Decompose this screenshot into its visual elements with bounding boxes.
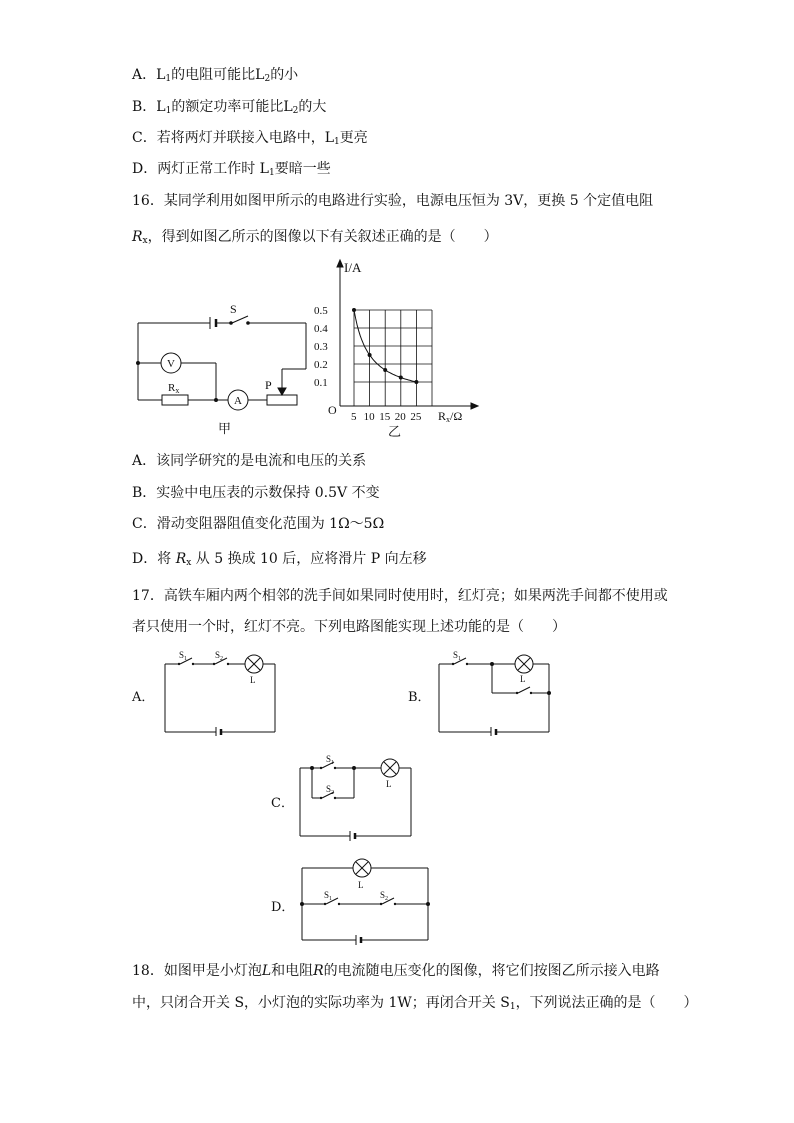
- q15-option-a: A．$L_1$的电阻可能比$L_2$的小: [132, 67, 299, 84]
- svg-text:L: L: [386, 779, 392, 789]
- q18-stem-line2: 中，只闭合开关 S，小灯泡的实际功率为 1W；再闭合开关 $S_1$，下列说法正确的是（ ）: [132, 995, 698, 1012]
- q15-option-b: B．$L_1$的额定功率可能比$L_2$的大: [132, 99, 327, 116]
- q17-label-b: B．: [408, 690, 431, 705]
- q17-circuit-d: [296, 852, 436, 947]
- q17-circuit-b: [434, 648, 554, 736]
- q16-option-c: C．滑动变阻器阻值变化范围为 1Ω～5Ω: [132, 516, 385, 532]
- svg-text:S1: $S_1$: [324, 890, 333, 902]
- q16-option-b: B．实验中电压表的示数保持 0.5V 不变: [132, 485, 380, 501]
- data-point: [399, 376, 403, 380]
- svg-text:S1: $S_1$: [179, 650, 188, 662]
- q16-current-resistance-graph: [310, 256, 490, 446]
- x-tick-label: 20: [394, 411, 406, 423]
- svg-text:L: L: [358, 880, 364, 890]
- origin-label: O: [328, 403, 337, 417]
- y-tick-label: 0.3: [314, 341, 328, 353]
- q17-circuit-a: [160, 648, 280, 736]
- q16-stem-line1: 16．某同学利用如图甲所示的电路进行实验，电源电压恒为 3V，更换 5 个定值电阻: [132, 193, 654, 209]
- q17-circuit-c: [296, 752, 416, 842]
- voltmeter-label: V: [167, 358, 175, 370]
- q17-stem-line1: 17．高铁车厢内两个相邻的洗手间如果同时使用时，红灯亮；如果两洗手间都不使用或: [132, 588, 668, 604]
- y-axis-label: I/A: [344, 260, 362, 275]
- data-point: [383, 368, 387, 372]
- svg-text:S2: $S_2$: [380, 890, 389, 902]
- svg-text:S2: $S_2$: [326, 784, 335, 796]
- resistor-label: Rx: [168, 382, 180, 395]
- q17-stem-line2: 者只使用一个时，红灯不亮。下列电路图能实现上述功能的是（ ）: [132, 619, 566, 635]
- x-axis-label: Rx/Ω: [438, 409, 463, 424]
- q16-option-d: D．将 $R_x$ 从 5 换成 10 后，应将滑片 P 向左移: [132, 551, 427, 568]
- x-tick-label: 5: [351, 411, 357, 423]
- circuit-caption: 甲: [218, 421, 232, 436]
- q16-stem-line2: $R_x$，得到如图乙所示的图像以下有关叙述正确的是（ ）: [132, 229, 498, 246]
- data-point: [414, 380, 418, 384]
- x-tick-label: 15: [379, 411, 391, 423]
- q17-label-a: A．: [132, 690, 155, 705]
- svg-text:L: L: [250, 675, 256, 685]
- y-tick-label: 0.4: [314, 323, 328, 335]
- x-tick-label: 10: [363, 411, 375, 423]
- ammeter-label: A: [234, 395, 242, 407]
- q15-option-d: D．两灯正常工作时 $L_1$要暗一些: [132, 161, 331, 178]
- y-axis-arrow: [337, 260, 343, 267]
- q16-option-a: A．该同学研究的是电流和电压的关系: [132, 453, 367, 469]
- svg-text:S2: $S_2$: [215, 650, 224, 662]
- q16-circuit-diagram: [130, 295, 315, 440]
- slider-label: P: [265, 378, 272, 392]
- data-point: [352, 308, 356, 312]
- x-axis-arrow: [471, 403, 478, 409]
- svg-text:L: L: [520, 674, 526, 684]
- x-tick-label: 25: [410, 411, 422, 423]
- graph-caption: 乙: [388, 424, 402, 439]
- data-point: [368, 353, 372, 357]
- y-tick-label: 0.5: [314, 305, 328, 317]
- q17-label-d: D．: [271, 900, 295, 915]
- q17-label-c: C．: [271, 796, 294, 811]
- q15-option-c: C．若将两灯并联接入电路中，$L_1$更亮: [132, 130, 368, 147]
- q18-stem-line1: 18．如图甲是小灯泡L和电阻R的电流随电压变化的图像，将它们按图乙所示接入电路: [132, 963, 660, 979]
- y-tick-label: 0.1: [314, 377, 328, 389]
- y-tick-label: 0.2: [314, 359, 328, 371]
- switch-label: S: [230, 302, 237, 316]
- svg-text:S1: $S_1$: [453, 650, 462, 662]
- svg-text:S1: $S_1$: [326, 754, 335, 766]
